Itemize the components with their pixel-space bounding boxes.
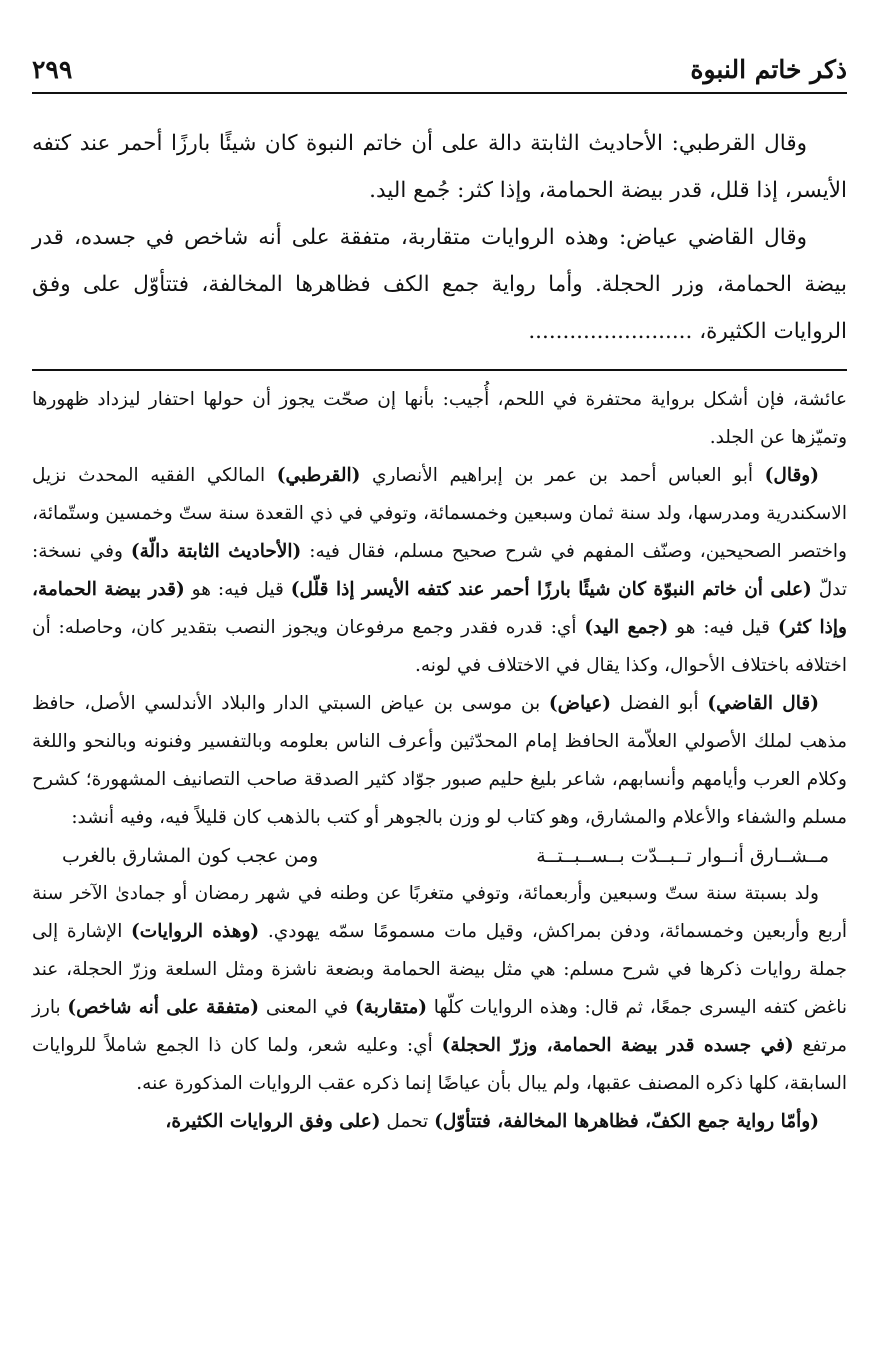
verse-second-hemistich: ومن عجب كون المشارق بالغرب xyxy=(62,845,319,867)
bold-phrase: (متقاربة) xyxy=(355,997,428,1018)
commentary-paragraph-qurtubi xyxy=(32,457,847,685)
bold-phrase: (متفقة على أنه شاخص) xyxy=(67,997,260,1018)
commentary-text-run: المالكي الفقيه المحدث نزيل الاسكندرية ومدرسها، ولد سنة ثمان وسبعين وخمسمائة، وتوفي في ذي القعدة سنة ستّ وخمسين وستّمائة، واختصر الصحيحين، وصنّف المفهم في شرح صحيح مسلم، فقال فيه: xyxy=(32,465,847,562)
main-paragraph-qadi-iyad xyxy=(32,214,847,355)
main-paragraph-qurtubi: وقال القرطبي: الأحاديث الثابتة دالة على أن خاتم النبوة كان شيئًا بارزًا أحمر عند كتفه الأيسر، إذا قلل، قدر بيضة الحمامة، وإذا كثر: جُمع اليد. xyxy=(32,131,847,203)
commentary-paragraph-jam-al-kaff xyxy=(32,1103,847,1141)
commentary-paragraph-qadi-iyad xyxy=(32,685,847,837)
commentary-paragraph-iyad-death xyxy=(32,875,847,1103)
commentary-paragraph-aisha: عائشة، فإن أشكل برواية محتفرة في اللحم، أُجيب: بأنها إن صحّت يجوز أن حولها احتفار ليزداد ظهورها وتميّزها عن الجلد. xyxy=(32,389,847,448)
bold-phrase: (وأمّا رواية جمع الكفّ، فظاهرها المخالفة، فتتأوّل) xyxy=(434,1111,819,1132)
bold-phrase: (وهذه الروايات) xyxy=(131,921,260,942)
commentary-text-run: قيل فيه: هو xyxy=(184,579,291,600)
commentary-text-run: بارز مرتفع xyxy=(32,997,847,1056)
bold-phrase: (الأحاديث الثابتة دالّة) xyxy=(130,541,302,562)
bold-phrase: (وقال) xyxy=(764,465,819,486)
commentary-text-run: أي: قدره فقدر وجمع مرفوعان ويجوز النصب بتقدير كان، وحاصله: أن اختلافه باختلاف الأحوال، وكذا يقال في الاختلاف في لونه. xyxy=(32,617,847,676)
bold-phrase: (قدر بيضة الحمامة، وإذا كثر) xyxy=(32,579,847,638)
commentary-text-run: في المعنى xyxy=(259,997,356,1018)
bold-phrase: (على أن خاتم النبوّة كان شيئًا بارزًا أحمر عند كتفه الأيسر إذا قلّل) xyxy=(290,579,812,600)
main-paragraph-qadi-iyad-text: وقال القاضي عياض: وهذه الروايات متقاربة، متفقة على أنه شاخص في جسده، قدر بيضة الحمامة، وزر الحجلة. وأما رواية جمع الكف فظاهرها المخالفة، فتتأوّل على وفق الروايات الكثيرة، xyxy=(32,225,847,344)
bold-phrase: (قال القاضي) xyxy=(707,693,819,714)
bold-phrase: (على وفق الروايات الكثيرة، xyxy=(165,1111,381,1132)
commentary-text-run: الإشارة إلى جملة روايات ذكرها في شرح مسلم: هي مثل بيضة الحمامة وبضعة ناشزة ومثل السلعة وزرّ الحجلة، عند ناغض كتفه اليسرى جمعًا، ثم قال: وهذه الروايات كلّها xyxy=(32,921,847,1018)
main-text xyxy=(32,94,847,355)
commentary-text xyxy=(32,371,847,1141)
page-header xyxy=(32,44,847,94)
commentary-text-run: أبو الفضل xyxy=(611,693,708,714)
commentary-text-run: قيل فيه: هو xyxy=(668,617,778,638)
commentary-text-run: ولد بسبتة سنة ستّ وسبعين وأربعمائة، وتوفي متغربًا عن وطنه في شهر رمضان أو جمادىٰ الآخر سنة أربع وأربعين وخمسمائة، ودفن بمراكش، وقيل مات مسمومًا سمّه يهودي. xyxy=(32,883,847,942)
commentary-text-run: تحمل xyxy=(380,1111,435,1132)
commentary-text-run: وفي نسخة: تدلّ xyxy=(32,541,847,600)
verse-first-hemistich: مــشــارق أنــوار تــبــدّت بــســبــتــة xyxy=(536,845,829,867)
commentary-text-run: أي: وعليه شعر، ولما كان ذا الجمع شاملاً للروايات السابقة، كلها ذكره المصنف عقبها، ولم يبال بأن عياضًا إنما ذكره عقب الروايات المذكورة عنه. xyxy=(32,1035,847,1094)
poem-verse xyxy=(32,837,847,875)
running-title: ذكر خاتم النبوة xyxy=(690,55,847,84)
page-number: ٢٩٩ xyxy=(32,55,73,84)
bold-phrase: (القرطبي) xyxy=(276,465,361,486)
commentary-text-run: أبو العباس أحمد بن عمر بن إبراهيم الأنصاري xyxy=(360,465,765,486)
bold-phrase: (جمع اليد) xyxy=(584,617,669,638)
bold-phrase: (في جسده قدر بيضة الحمامة، وزرّ الحجلة) xyxy=(441,1035,794,1056)
ellipsis-dots: ........................ xyxy=(528,319,693,344)
commentary-text-run: بن موسى بن عياض السبتي الدار والبلاد الأندلسي الأصل، حافظ مذهب لملك الأصولي العلاّمة الحافظ إمام المحدّثين وأعرف الناس بعلومه وبالتفسير وفنونه وبالنحو واللغة وكلام العرب وأيامهم وأنسابهم، شاعر بليغ حليم صبور جوّاد كثير الصدقة صاحب التصانيف المشهورة؛ كشرح مسلم والشفاء والأعلام والمشارق، وهو كتاب لو وزن بالجوهر أو كتب بالذهب كان قليلاً فيه، وفيه أنشد: xyxy=(32,693,847,828)
bold-phrase: (عياض) xyxy=(548,693,612,714)
